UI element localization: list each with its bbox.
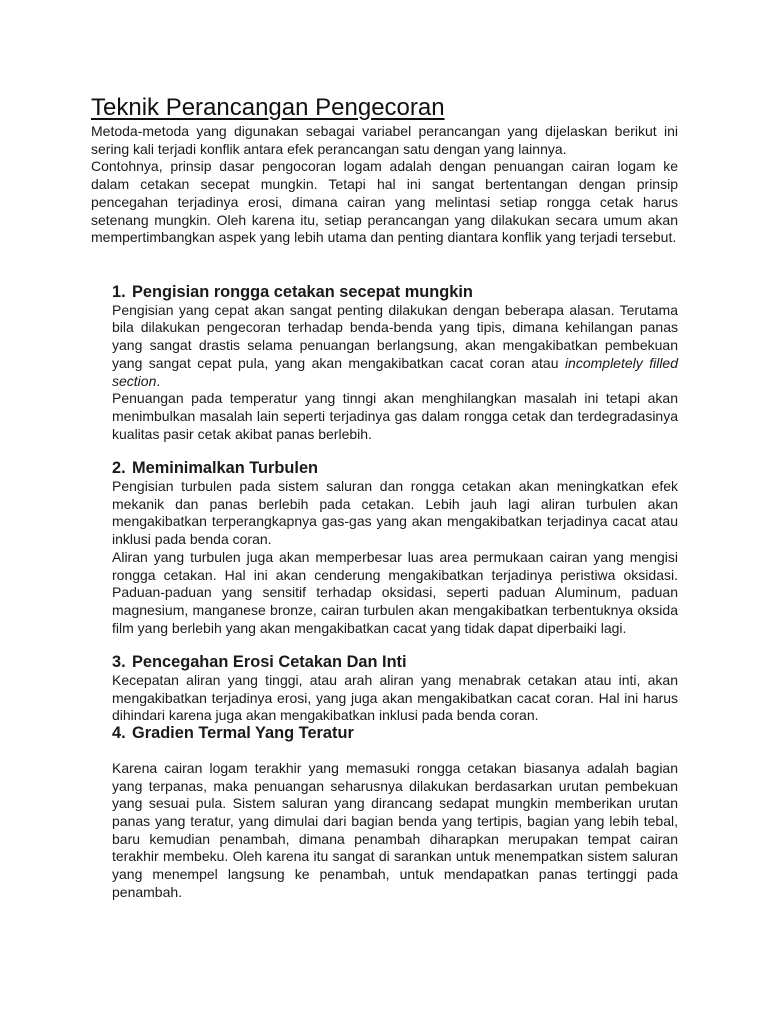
- section-paragraph: Kecepatan aliran yang tinggi, atau arah aliran yang menabrak cetakan atau inti, akan mengakibatkan terjadinya erosi, yang juga akan mengakibatkan cacat coran. Hal ini harus dihindari karena juga akan mengakibatkan inklusi pada benda coran.: [112, 672, 678, 724]
- intro-text: [91, 123, 678, 247]
- intro-paragraph: Metoda-metoda yang digunakan sebagai variabel perancangan yang dijelaskan berikut ini sering kali terjadi konflik antara efek perancangan satu dengan yang lainnya.: [91, 123, 678, 157]
- section-title: Meminimalkan Turbulen: [132, 459, 319, 478]
- section-4: [112, 725, 678, 901]
- italic-term: incompletely filled section: [112, 354, 678, 389]
- paragraph-text: Pengisian yang cepat akan sangat penting dilakukan dengan beberapa alasan. Terutama bila dilakukan pengecoran terhadap benda-benda yang tipis, dimana kehilangan panas yang sangat drastis selama penuangan berlangsung, akan mengakibatkan pembekuan yang sangat cepat pula, yang akan mengakibatkan cacat coran atau: [112, 301, 678, 371]
- section-title: Gradien Termal Yang Teratur: [132, 724, 354, 743]
- section-paragraph: Penuangan pada temperatur yang tinngi akan menghilangkan masalah ini tetapi akan menimbulkan masalah lain seperti terjadinya gas dalam rongga cetak dan terdegradasinya kualitas pasir cetak akibat panas berlebih.: [112, 390, 678, 442]
- document-title: Teknik Perancangan Pengecoran: [91, 94, 445, 121]
- section-1: [112, 284, 678, 443]
- section-2: [112, 460, 678, 637]
- section-title: Pencegahan Erosi Cetakan Dan Inti: [132, 653, 407, 672]
- section-heading: [112, 460, 678, 478]
- section-paragraph: Karena cairan logam terakhir yang memasuki rongga cetakan biasanya adalah bagian yang terpanas, maka penuangan seharusnya dilakukan berdasarkan urutan pembekuan yang sesuai pula. Sistem saluran yang dirancang sedapat mungkin memberikan urutan panas yang teratur, yang dimulai dari bagian benda yang tertipis, bagian yang lebih tebal, baru kemudian penambah, dimana penambah diharapkan merupakan tempat cairan terakhir membeku. Oleh karena itu sangat di sarankan untuk menempatkan sistem saluran yang menempel langsung ke penambah, untuk mendapatkan panas tertinggi pada penambah.: [112, 759, 678, 900]
- intro-paragraph: Contohnya, prinsip dasar pengocoran logam adalah dengan penuangan cairan logam ke dalam cetakan secepat mungkin. Tetapi hal ini sangat bertentangan dengan prinsip pencegahan terjadinya erosi, dimana cairan yang melintasi setiap rongga cetak harus setenang mungkin. Oleh karena itu, setiap perancangan yang dilakukan secara umum akan mempertimbangkan aspek yang lebih utama dan penting diantara konflik yang terjadi tersebut.: [91, 158, 678, 246]
- section-title: Pengisian rongga cetakan secepat mungkin: [132, 283, 473, 301]
- section-paragraph: Pengisian turbulen pada sistem saluran dan rongga cetakan akan meningkatkan efek mekanik dan panas berlebih pada cetakan. Lebih jauh lagi aliran turbulen akan mengakibatkan terperangkapnya gas-gas yang akan mengakibatkan terjadinya cacat atau inklusi pada benda coran.: [112, 478, 678, 548]
- paragraph-end: .: [156, 372, 161, 389]
- section-number: 4.: [112, 724, 126, 743]
- section-heading: [112, 725, 678, 743]
- section-number: 1.: [112, 283, 126, 301]
- sections: [112, 284, 678, 902]
- section-number: 3.: [112, 653, 126, 672]
- section-heading: [112, 654, 678, 672]
- section-number: 2.: [112, 459, 126, 478]
- section-heading: [112, 284, 678, 302]
- section-paragraph: Aliran yang turbulen juga akan memperbesar luas area permukaan cairan yang mengisi rongga cetakan. Hal ini akan cenderung mengakibatkan terjadinya peristiwa oksidasi. Paduan-paduan yang sensitif terhadap oksidasi, seperti paduan Aluminum, paduan magnesium, manganese bronze, cairan turbulen akan mengakibatkan terbentuknya oksida film yang berlebih yang akan mengakibatkan cacat yang tidak dapat diperbaiki lagi.: [112, 548, 678, 636]
- section-3: [112, 654, 678, 725]
- section-paragraph: [112, 302, 678, 391]
